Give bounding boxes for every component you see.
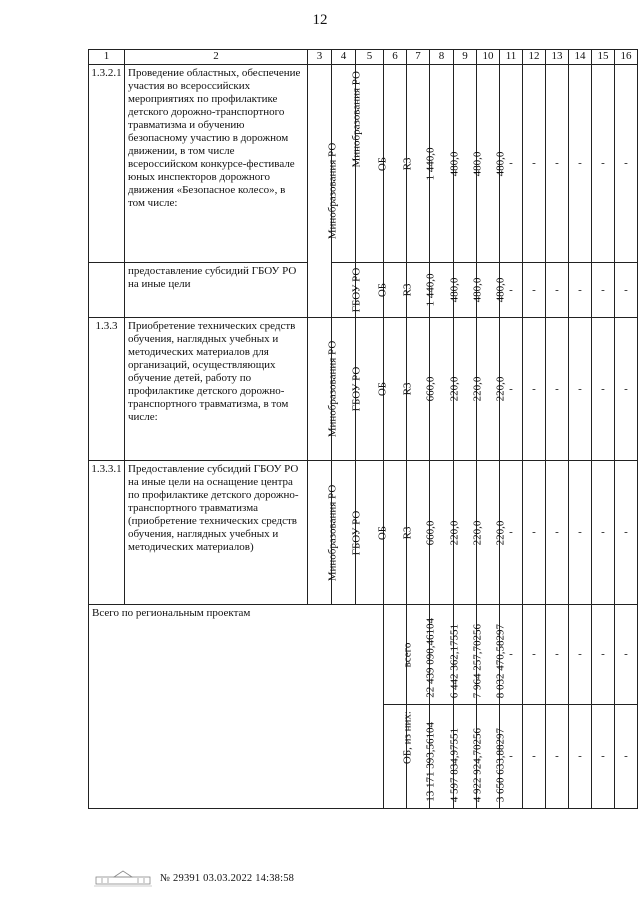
col-header-14: 14 <box>569 50 592 65</box>
empty-value: - <box>523 318 546 461</box>
executor-cell <box>332 263 362 318</box>
empty-value: - <box>546 605 569 705</box>
table-row <box>89 318 638 461</box>
source-cell <box>356 318 388 461</box>
source-cell <box>356 65 388 263</box>
executor: Минобразования РО <box>350 71 362 168</box>
totals-ob-y1: 4 597 834,97551 <box>448 727 460 802</box>
col-header-8: 8 <box>430 50 454 65</box>
empty-value: - <box>500 65 523 263</box>
region: R3 <box>401 526 414 539</box>
year2-value: 480,0 <box>471 277 484 303</box>
year1-value: 220,0 <box>448 376 460 402</box>
empty-value: - <box>546 263 569 318</box>
year1-cell <box>430 461 460 605</box>
year3-value: 220,0 <box>494 520 507 545</box>
empty-value: - <box>592 605 615 705</box>
year2-value: 220,0 <box>471 376 484 402</box>
col-header-6: 6 <box>384 50 407 65</box>
row-name: предоставление субсидий ГБОУ РО на иные цели <box>125 263 308 318</box>
empty-value: - <box>523 705 546 809</box>
empty-value: - <box>592 65 615 263</box>
total-value: 660,0 <box>424 520 437 545</box>
executor-cell <box>332 65 362 263</box>
empty-value: - <box>569 461 592 605</box>
totals-ob-total-cell <box>407 705 437 809</box>
year1-cell <box>430 65 460 263</box>
registration-stamp: № 29391 03.03.2022 14:38:58 <box>160 872 295 884</box>
table-row <box>89 263 638 318</box>
col-header-13: 13 <box>546 50 569 65</box>
empty-value: - <box>546 318 569 461</box>
totals-ob-label-cell <box>384 705 414 809</box>
col-header-10: 10 <box>477 50 500 65</box>
col-header-9: 9 <box>454 50 477 65</box>
table-row <box>89 65 638 263</box>
row-code: 1.3.3.1 <box>89 461 125 605</box>
region-cell <box>384 461 414 605</box>
col-header-15: 15 <box>592 50 615 65</box>
totals-all-label-cell <box>384 605 414 705</box>
page-number: 12 <box>312 12 328 28</box>
total-cell <box>407 263 437 318</box>
row-code: 1.3.3 <box>89 318 125 461</box>
region: R3 <box>401 283 414 297</box>
col-header-1: 1 <box>89 50 125 65</box>
col-header-7: 7 <box>407 50 430 65</box>
responsible: Минобразования РО <box>326 340 338 438</box>
col-header-3: 3 <box>308 50 332 65</box>
year3-value: 480,0 <box>494 277 507 303</box>
year2-cell <box>454 263 484 318</box>
year1-value: 220,0 <box>448 520 460 545</box>
total-value: 1 440,0 <box>424 273 437 307</box>
region-cell <box>384 263 414 318</box>
region: R3 <box>401 382 414 396</box>
empty-value: - <box>569 705 592 809</box>
row-name: Предоставление субсидий ГБОУ РО на иные цели на оснащение центра по профилактике детского дорожно-транспортного травматизма (приобретение технических средств обучения, наглядных учебных и методических материалов) <box>125 461 308 605</box>
empty-value: - <box>615 65 638 263</box>
totals-all-total-cell <box>407 605 437 705</box>
totals-ob-y3: 3 650 633,88297 <box>494 727 507 802</box>
empty-value: - <box>592 705 615 809</box>
responsible: Минобразования РО <box>326 484 338 581</box>
document-footer <box>92 868 294 888</box>
row-code: 1.3.2.1 <box>89 65 125 263</box>
col-header-11: 11 <box>500 50 523 65</box>
col-header-2: 2 <box>125 50 308 65</box>
col-header-16: 16 <box>615 50 638 65</box>
empty-value: - <box>523 263 546 318</box>
source: ОБ <box>376 381 388 397</box>
totals-all-y2: 7 964 257,70256 <box>471 623 484 698</box>
empty-value: - <box>592 263 615 318</box>
source: ОБ <box>376 282 388 298</box>
empty-value: - <box>615 705 638 809</box>
year3-value: 220,0 <box>494 376 507 402</box>
row-name: Проведение областных, обеспечение участия во всероссийских мероприятиях по профилактике детского дорожно-транспортного травматизма и обучению безопасному участию в дорожном движении, в том числе всероссийском конкурсе-фестивале юных инспекторов дорожного движения «Безопасное колесо», в том числе: <box>125 65 308 263</box>
empty-value: - <box>523 65 546 263</box>
empty-value: - <box>546 461 569 605</box>
totals-all-y2-cell <box>454 605 484 705</box>
totals-ob-y2: 4 922 924,70256 <box>471 727 484 802</box>
source-cell <box>356 263 388 318</box>
totals-ob-total: 13 171 393,56104 <box>424 722 437 802</box>
col-header-4: 4 <box>332 50 356 65</box>
year3-cell <box>477 65 507 263</box>
total-cell <box>407 318 437 461</box>
column-number-row <box>89 50 638 65</box>
year2-value: 480,0 <box>471 151 484 176</box>
responsible: Минобразования РО <box>326 142 338 240</box>
empty-value: - <box>592 318 615 461</box>
empty-value: - <box>500 263 523 318</box>
empty-value: - <box>500 705 523 809</box>
year2-value: 220,0 <box>471 520 484 545</box>
totals-all-y1-cell <box>430 605 460 705</box>
empty-value: - <box>615 318 638 461</box>
source-cell <box>356 461 388 605</box>
year3-cell <box>477 318 507 461</box>
total-value: 660,0 <box>424 376 437 402</box>
year1-value: 480,0 <box>448 151 460 176</box>
year3-cell <box>477 461 507 605</box>
empty-value: - <box>592 461 615 605</box>
empty-value: - <box>500 605 523 705</box>
totals-ob-y3-cell <box>477 705 507 809</box>
executor-cell <box>332 461 362 605</box>
totals-all-row <box>89 605 638 705</box>
totals-ob-label: ОБ, из них: <box>401 711 414 765</box>
program-table <box>88 49 638 809</box>
source: ОБ <box>376 525 388 540</box>
year2-cell <box>454 461 484 605</box>
year1-cell <box>430 263 460 318</box>
totals-all-y3: 8 032 470,58297 <box>494 623 507 698</box>
region-cell <box>384 65 414 263</box>
empty-value: - <box>569 263 592 318</box>
year2-cell <box>454 318 484 461</box>
government-seal-icon <box>92 868 154 888</box>
region: R3 <box>401 157 414 170</box>
empty-value: - <box>615 263 638 318</box>
totals-all-y3-cell <box>477 605 507 705</box>
source: ОБ <box>376 156 388 171</box>
col-header-12: 12 <box>523 50 546 65</box>
year3-value: 480,0 <box>494 151 507 176</box>
responsible-cell <box>308 65 338 318</box>
responsible-cell <box>308 461 338 605</box>
year1-value: 480,0 <box>448 277 460 303</box>
empty-value: - <box>546 705 569 809</box>
empty-value: - <box>546 65 569 263</box>
executor: ГБОУ РО <box>350 510 362 555</box>
total-cell <box>407 461 437 605</box>
empty-value: - <box>500 318 523 461</box>
col-header-5: 5 <box>356 50 384 65</box>
row-name: Приобретение технических средств обучения, наглядных учебных и методических материалов для организаций, осуществляющих обучение детей, работу по профилактике детского дорожно-транспортного травматизма, в том числе: <box>125 318 308 461</box>
total-value: 1 440,0 <box>424 147 437 180</box>
total-cell <box>407 65 437 263</box>
executor-cell <box>332 318 362 461</box>
totals-ob-y1-cell <box>430 705 460 809</box>
empty-value: - <box>569 65 592 263</box>
region-cell <box>384 318 414 461</box>
empty-value: - <box>500 461 523 605</box>
empty-value: - <box>615 461 638 605</box>
empty-value: - <box>569 318 592 461</box>
responsible-cell <box>308 318 338 461</box>
executor: ГБОУ РО <box>350 267 362 313</box>
empty-value: - <box>615 605 638 705</box>
totals-ob-y2-cell <box>454 705 484 809</box>
table-row <box>89 461 638 605</box>
empty-value: - <box>569 605 592 705</box>
totals-all-total: 22 439 090,46104 <box>424 618 437 698</box>
totals-all-label: всего <box>401 642 414 667</box>
empty-value: - <box>523 605 546 705</box>
empty-value: - <box>523 461 546 605</box>
executor: ГБОУ РО <box>350 366 362 412</box>
totals-label: Всего по региональным проектам <box>89 605 384 809</box>
year3-cell <box>477 263 507 318</box>
totals-all-y1: 6 442 362,17551 <box>448 623 460 698</box>
year1-cell <box>430 318 460 461</box>
year2-cell <box>454 65 484 263</box>
row-code <box>89 263 125 318</box>
